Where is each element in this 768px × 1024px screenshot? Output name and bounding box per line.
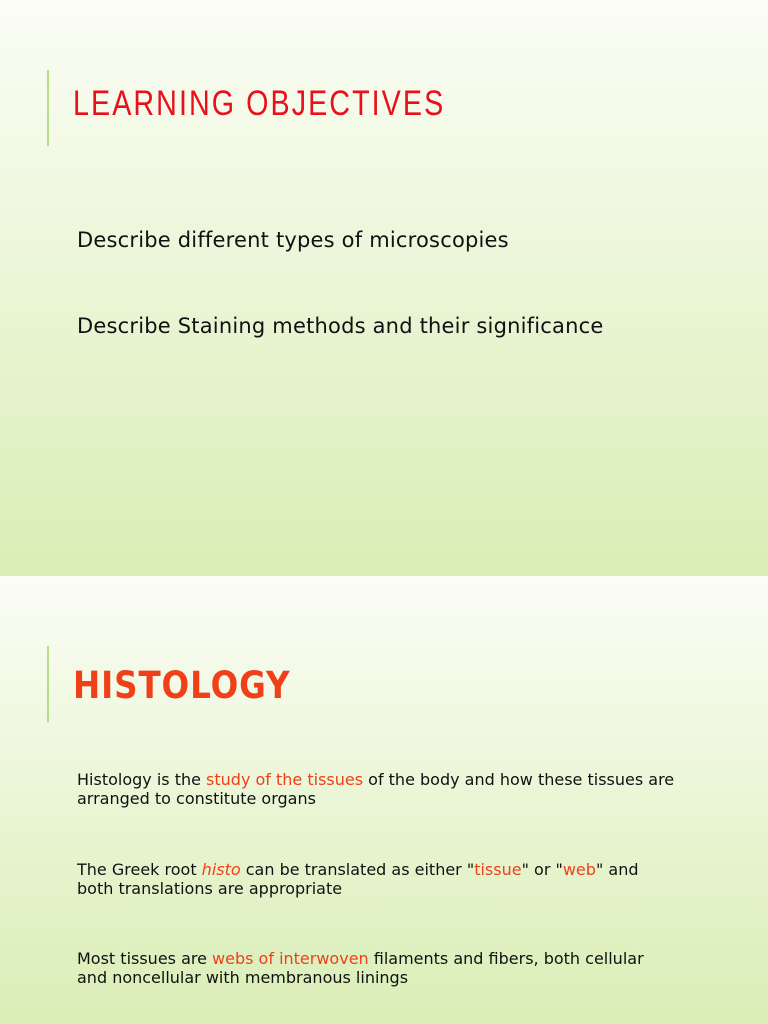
slide-histology <box>0 576 768 1024</box>
highlight-text: web <box>562 860 596 879</box>
text: Most tissues are <box>77 949 213 968</box>
text: Histology is the <box>77 770 207 789</box>
highlight-text: tissue <box>474 860 522 879</box>
text: of the body and how these tissues are arranged to constitute organs <box>77 770 675 808</box>
paragraph-definition <box>77 770 677 808</box>
paragraph-tissue-webs <box>77 949 677 987</box>
paragraph-greek-root <box>77 860 677 898</box>
slide-title: HISTOLOGY <box>73 664 291 707</box>
highlight-text: webs of interwoven <box>212 949 369 968</box>
text: " and both translations are appropriate <box>77 860 639 898</box>
text: filaments and fibers, both cellular and noncellular with membranous linings <box>77 949 644 987</box>
text: The Greek root <box>77 860 202 879</box>
title-accent-bar <box>47 70 49 146</box>
objective-item: Describe Staining methods and their significance <box>77 314 604 338</box>
text: can be translated as either " <box>240 860 475 879</box>
highlight-text: histo <box>201 860 241 879</box>
text: " or " <box>521 860 563 879</box>
highlight-text: study of the tissues <box>206 770 364 789</box>
title-accent-bar <box>47 646 49 722</box>
slide-title: LEARNING OBJECTIVES <box>73 84 446 123</box>
objective-item: Describe different types of microscopies <box>77 228 509 252</box>
